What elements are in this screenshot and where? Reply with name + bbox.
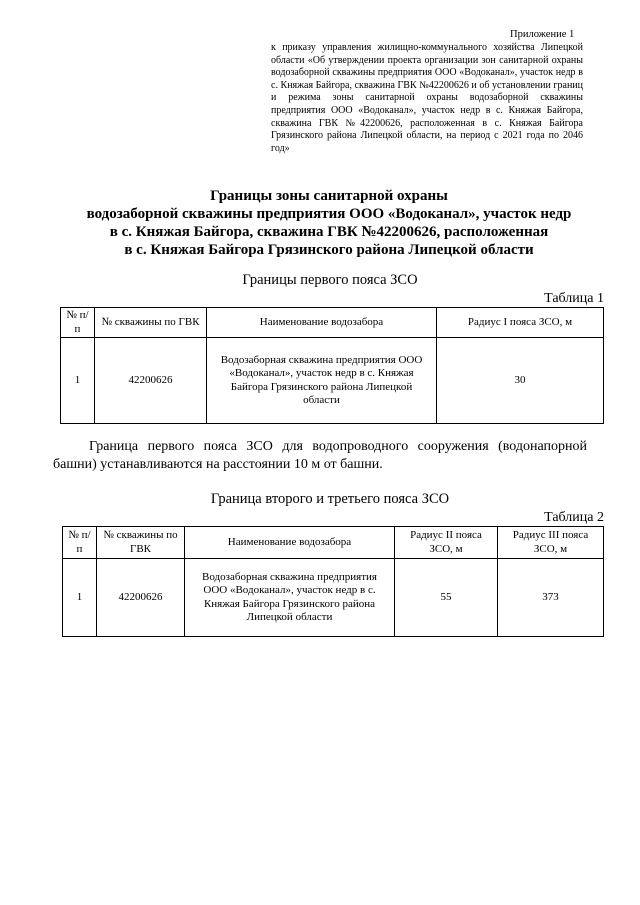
title-line-1: Границы зоны санитарной охраны — [210, 188, 448, 204]
section2-title: Граница второго и третьего пояса ЗСО — [210, 491, 450, 507]
table2-cell-name: Водозаборная скважина предприятия ООО «Водоканал», участок недр в с. Княжая Байгора Грязинского района Липецкой области — [185, 559, 395, 637]
title-line-3: в с. Княжая Байгора, скважина ГВК №42200626, расположенная — [109, 224, 549, 240]
table-second-third-zone — [62, 526, 604, 637]
table2-header-num: № п/п — [63, 527, 97, 559]
table2-cell-well: 42200626 — [97, 559, 185, 637]
title-line-4: в с. Княжая Байгора Грязинского района Липецкой области — [124, 242, 534, 258]
section1-title: Границы первого пояса ЗСО — [242, 272, 418, 288]
table2-label: Таблица 2 — [544, 510, 604, 525]
table1-header-radius: Радиус I пояса ЗСО, м — [437, 308, 604, 338]
table-row — [61, 338, 604, 424]
table1-cell-name: Водозаборная скважина предприятия ООО «Водоканал», участок недр в с. Княжая Байгора Грязинского района Липецкой области — [207, 338, 437, 424]
table2-cell-num: 1 — [63, 559, 97, 637]
appendix-title: Приложение 1 — [510, 29, 575, 40]
table2-header-radius3: Радиус III пояса ЗСО, м — [498, 527, 604, 559]
table2-cell-radius3: 373 — [498, 559, 604, 637]
appendix-text: к приказу управления жилищно-коммунального хозяйства Липецкой области «Об утверждении проекта организации зон санитарной охраны водозаборной скважины предприятия ООО «Водоканал», участок недр в с. Княжая Байгора, скважина ГВК №42200626 и об установлении границ и режима зоны санитарной охраны водозаборной скважины предприятия ООО «Водоканал», участок недр в с. Княжая Байгора, скважина ГВК №42200626, расположенная в с. Княжая Байгора Грязинского района Липецкой области, на период с 2021 года по 2046 год» — [271, 42, 583, 154]
table-row — [63, 559, 604, 637]
table2-header-name: Наименование водозабора — [185, 527, 395, 559]
table1-header-name: Наименование водозабора — [207, 308, 437, 338]
table2-header-well: № скважины по ГВК — [97, 527, 185, 559]
table1-label: Таблица 1 — [544, 291, 604, 306]
table1-cell-well: 42200626 — [95, 338, 207, 424]
table2-cell-radius2: 55 — [395, 559, 498, 637]
title-line-2: водозаборной скважины предприятия ООО «Водоканал», участок недр — [86, 206, 572, 222]
table1-header-row — [61, 308, 604, 338]
table1-cell-num: 1 — [61, 338, 95, 424]
table1-header-num: № п/п — [61, 308, 95, 338]
paragraph-tower-distance: Граница первого пояса ЗСО для водопроводного сооружения (водонапорной башни) устанавливаются на расстоянии 10 м от башни. — [53, 439, 587, 472]
table2-header-row — [63, 527, 604, 559]
table1-header-well: № скважины по ГВК — [95, 308, 207, 338]
table-first-zone — [60, 307, 604, 424]
document-title — [40, 187, 618, 259]
table1-cell-radius: 30 — [437, 338, 604, 424]
table2-header-radius2: Радиус II пояса ЗСО, м — [395, 527, 498, 559]
